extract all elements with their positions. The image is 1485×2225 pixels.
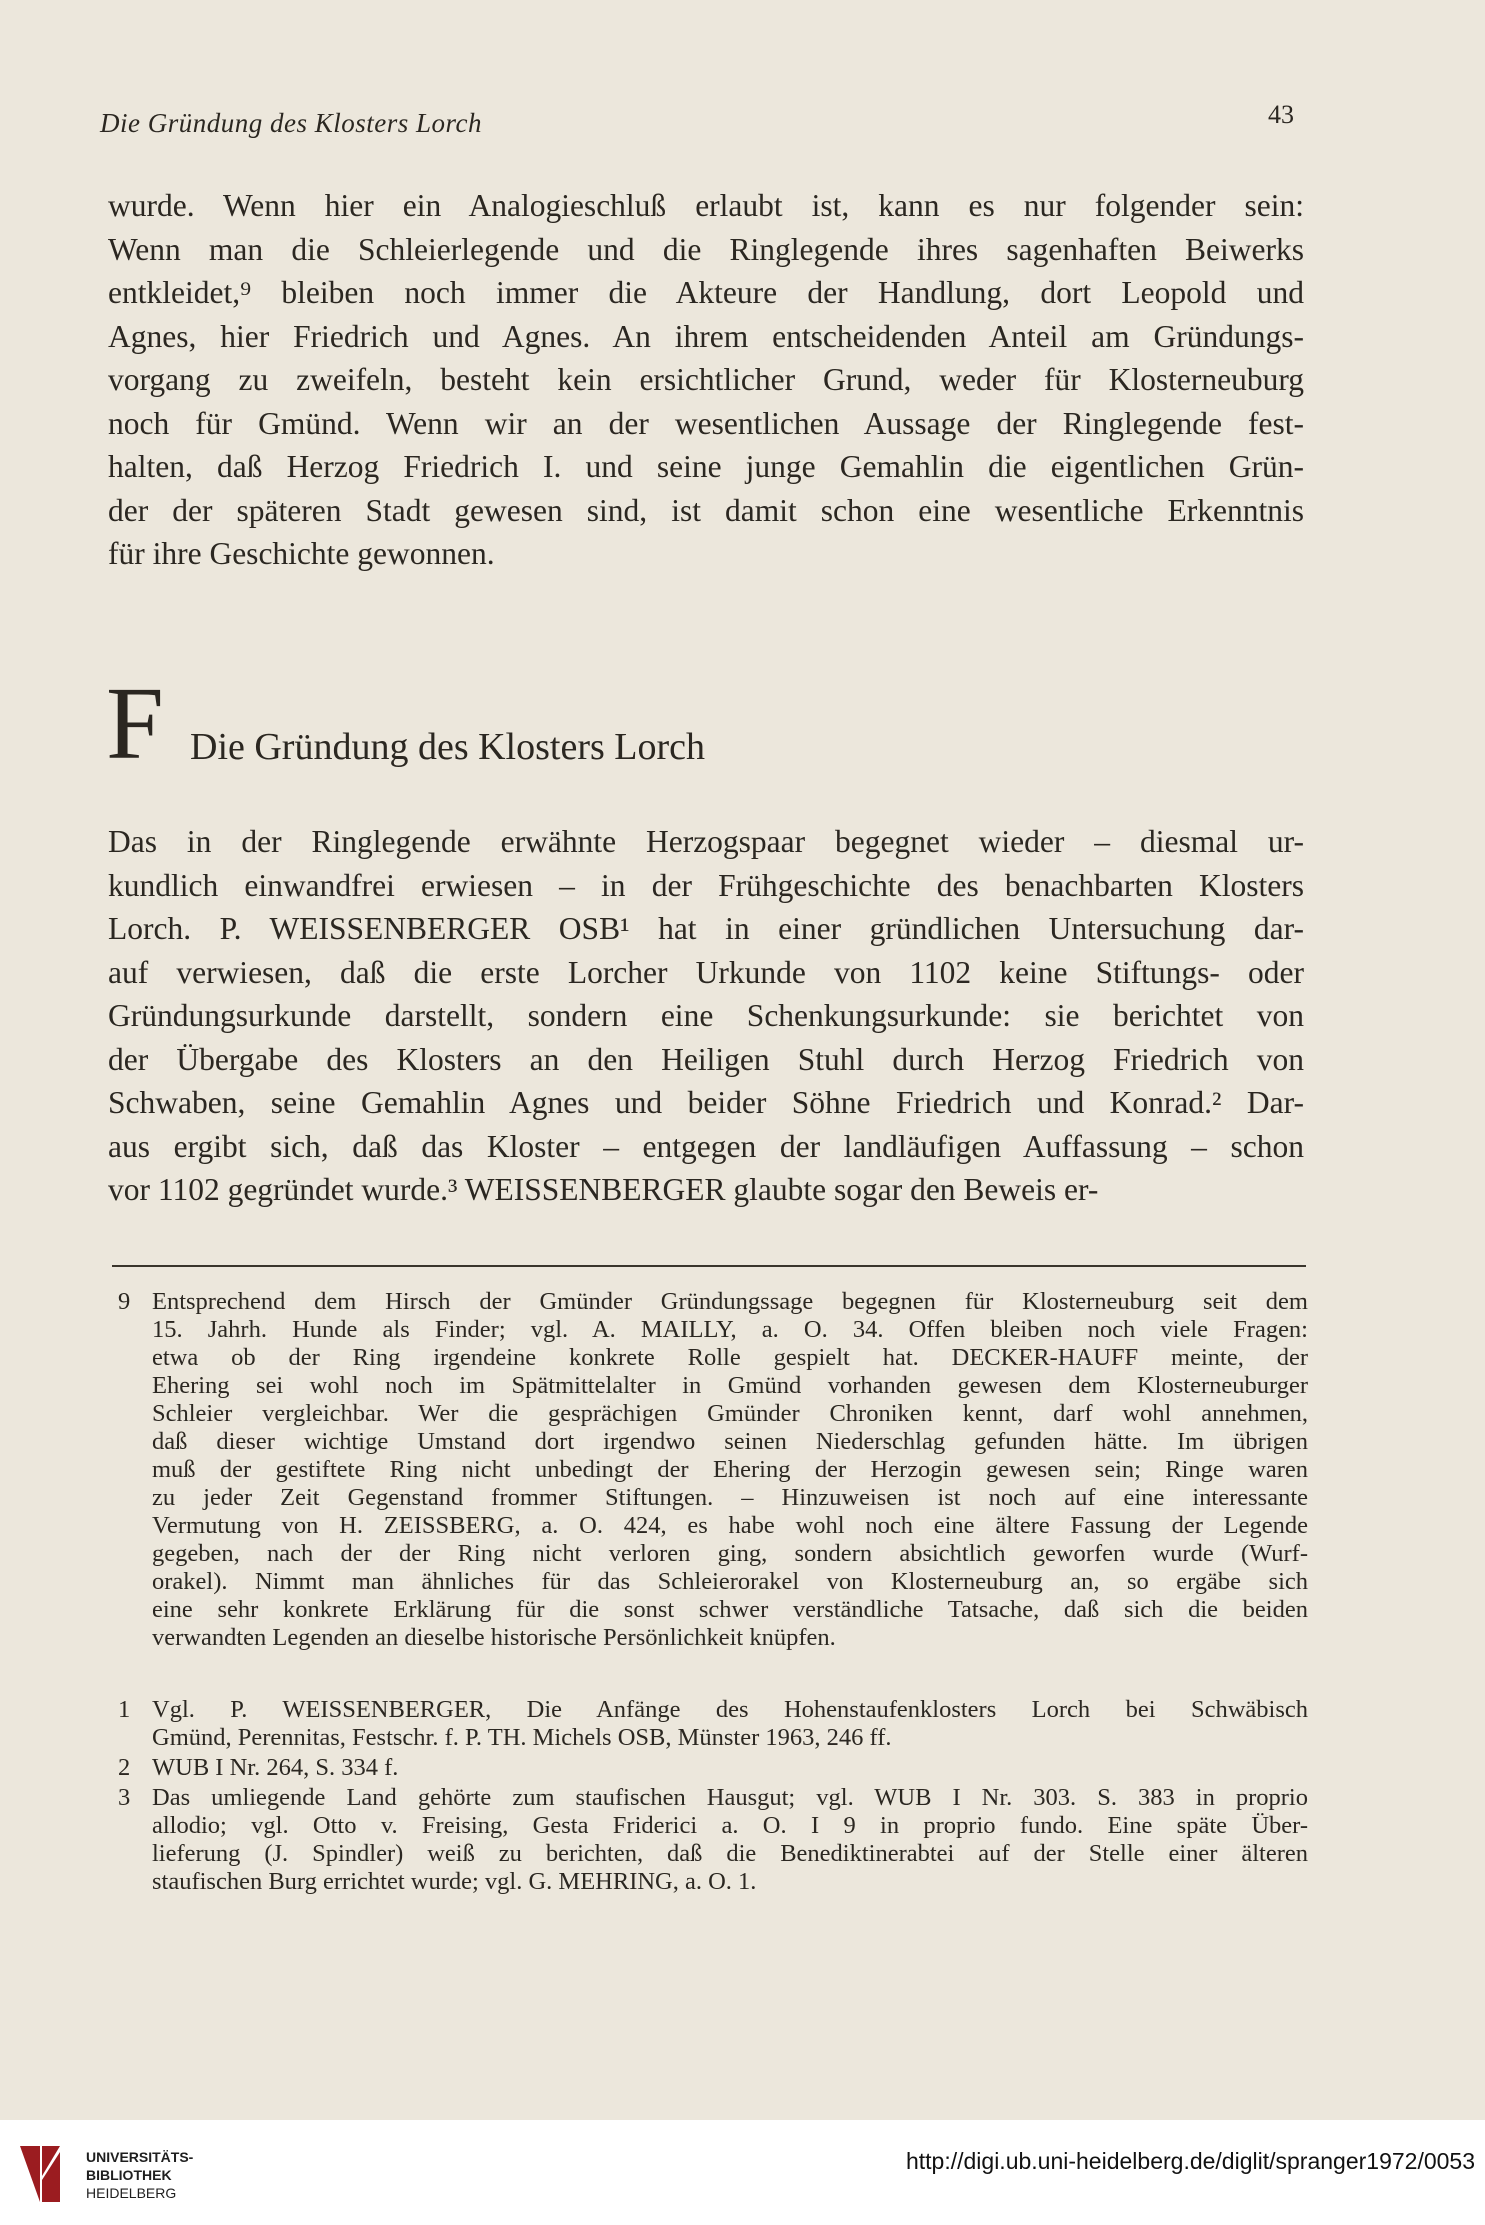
text-line: Wenn man die Schleierlegende und die Ringlegende ihres sagenhaften Beiwerks [108, 231, 1304, 267]
footnote-line: muß der gestiftete Ring nicht unbedingt der Ehering der Herzogin gewesen sein; Ringe waren [152, 1456, 1308, 1483]
library-logo-icon [18, 2142, 62, 2206]
footnote [118, 1784, 1308, 1896]
text-line: kundlich einwandfrei erwiesen – in der Frühgeschichte des benachbarten Klosters [108, 867, 1304, 903]
text-line: aus ergibt sich, daß das Kloster – entgegen der landläufigen Auffassung – schon [108, 1128, 1304, 1164]
text-line: für ihre Geschichte gewonnen. [108, 536, 495, 571]
library-name-line: UNIVERSITÄTS- [86, 2149, 194, 2165]
footnote-line: 15. Jahrh. Hunde als Finder; vgl. A. MAILLY, a. O. 34. Offen bleiben noch viele Fragen: [152, 1316, 1308, 1343]
text-line: vor 1102 gegründet wurde.³ WEISSENBERGER glaubte sogar den Beweis er- [108, 1172, 1099, 1207]
section-title: Die Gründung des Klosters Lorch [190, 726, 706, 768]
viewer-footer [0, 2120, 1485, 2225]
text-line: Schwaben, seine Gemahlin Agnes und beider Söhne Friedrich und Konrad.² Dar- [108, 1085, 1304, 1120]
library-name [86, 2148, 193, 2202]
footnote-number: 9 [118, 1288, 131, 1315]
body-paragraph-2 [108, 820, 1304, 1212]
section-letter: F [106, 666, 164, 781]
text-line: Das in der Ringlegende erwähnte Herzogspaar begegnet wieder – diesmal ur- [108, 824, 1304, 859]
footnote-line: Schleier vergleichbar. Wer die gesprächigen Gmünder Chroniken kennt, darf wohl annehmen, [152, 1400, 1308, 1427]
text-line: der Übergabe des Klosters an den Heiligen Stuhl durch Herzog Friedrich von [108, 1041, 1304, 1077]
footnote-line: allodio; vgl. Otto v. Freising, Gesta Friderici a. O. I 9 in proprio fundo. Eine späte Über- [152, 1812, 1308, 1839]
footnote [118, 1696, 1308, 1752]
text-line: halten, daß Herzog Friedrich I. und seine junge Gemahlin die eigentlichen Grün- [108, 449, 1304, 484]
text-line: der der späteren Stadt gewesen sind, ist damit schon eine wesentliche Erkenntnis [108, 492, 1304, 528]
library-name-line: BIBLIOTHEK [86, 2167, 172, 2183]
library-name-line: HEIDELBERG [86, 2185, 177, 2201]
footnote [118, 1754, 1308, 1782]
footnote-number: 1 [118, 1696, 131, 1723]
text-line: Gründungsurkunde darstellt, sondern eine Schenkungsurkunde: sie berichtet von [108, 998, 1304, 1033]
footnote-line: etwa ob der Ring irgendeine konkrete Rolle gespielt hat. DECKER-HAUFF meinte, der [152, 1344, 1308, 1371]
text-line: Agnes, hier Friedrich und Agnes. An ihrem entscheidenden Anteil am Gründungs- [108, 318, 1304, 354]
body-paragraph-1 [108, 184, 1304, 576]
footnotes-previous [118, 1288, 1308, 1652]
footnote-line: Vgl. P. WEISSENBERGER, Die Anfänge des Hohenstaufenklosters Lorch bei Schwäbisch [152, 1696, 1308, 1723]
footnote-line: lieferung (J. Spindler) weiß zu berichten, daß die Benediktinerabtei auf der Stelle einer älteren [152, 1840, 1308, 1867]
text-line: auf verwiesen, daß die erste Lorcher Urkunde von 1102 keine Stiftungs- oder [108, 954, 1304, 990]
footnote-line: Entsprechend dem Hirsch der Gmünder Gründungssage begegnen für Klosterneuburg seit dem [152, 1288, 1308, 1315]
footnote-line: orakel). Nimmt man ähnliches für das Schleierorakel von Klosterneuburg an, so ergäbe sich [152, 1568, 1308, 1595]
footnote-line: Das umliegende Land gehörte zum staufischen Hausgut; vgl. WUB I Nr. 303. S. 383 in proprio [152, 1784, 1308, 1811]
running-title: Die Gründung des Klosters Lorch [100, 108, 483, 138]
footnote-number: 3 [118, 1784, 131, 1811]
text-line: Lorch. P. WEISSENBERGER OSB¹ hat in einer gründlichen Untersuchung dar- [108, 911, 1304, 946]
footnote-line: WUB I Nr. 264, S. 334 f. [152, 1754, 399, 1781]
text-line: vorgang zu zweifeln, besteht kein ersichtlicher Grund, weder für Klosterneuburg [108, 362, 1304, 397]
footnote [118, 1288, 1308, 1652]
footnote-line: Vermutung von H. ZEISSBERG, a. O. 424, es habe wohl noch eine ältere Fassung der Legende [152, 1512, 1308, 1539]
footnote-line: Ehering sei wohl noch im Spätmittelalter in Gmünd vorhanden gewesen dem Klosterneuburger [152, 1372, 1308, 1399]
footnote-line: verwandten Legenden an dieselbe historische Persönlichkeit knüpfen. [152, 1624, 836, 1651]
text-line: wurde. Wenn hier ein Analogieschluß erlaubt ist, kann es nur folgender sein: [108, 188, 1304, 223]
footnote-line: daß dieser wichtige Umstand dort irgendwo seinen Niederschlag gefunden hätte. Im übrigen [152, 1428, 1308, 1455]
text-line: noch für Gmünd. Wenn wir an der wesentlichen Aussage der Ringlegende fest- [108, 405, 1304, 441]
footnote-line: staufischen Burg errichtet wurde; vgl. G. MEHRING, a. O. 1. [152, 1868, 757, 1895]
text-line: entkleidet,⁹ bleiben noch immer die Akteure der Handlung, dort Leopold und [108, 275, 1304, 310]
page-number: 43 [1268, 100, 1294, 129]
footnote-line: Gmünd, Perennitas, Festschr. f. P. TH. Michels OSB, Münster 1963, 246 ff. [152, 1724, 892, 1751]
footnote-divider [112, 1265, 1306, 1267]
source-url-link[interactable]: http://digi.ub.uni-heidelberg.de/diglit/spranger1972/0053 [905, 2148, 1475, 2174]
footnote-number: 2 [118, 1754, 131, 1781]
footnote-line: eine sehr konkrete Erklärung für die sonst schwer verständliche Tatsache, daß sich die beiden [152, 1596, 1308, 1623]
footnote-line: gegeben, nach der der Ring nicht verloren ging, sondern absichtlich geworfen wurde (Wurf- [152, 1540, 1308, 1567]
footnote-line: zu jeder Zeit Gegenstand frommer Stiftungen. – Hinzuweisen ist noch auf eine interessante [152, 1484, 1308, 1511]
footnotes-section [118, 1696, 1308, 1896]
